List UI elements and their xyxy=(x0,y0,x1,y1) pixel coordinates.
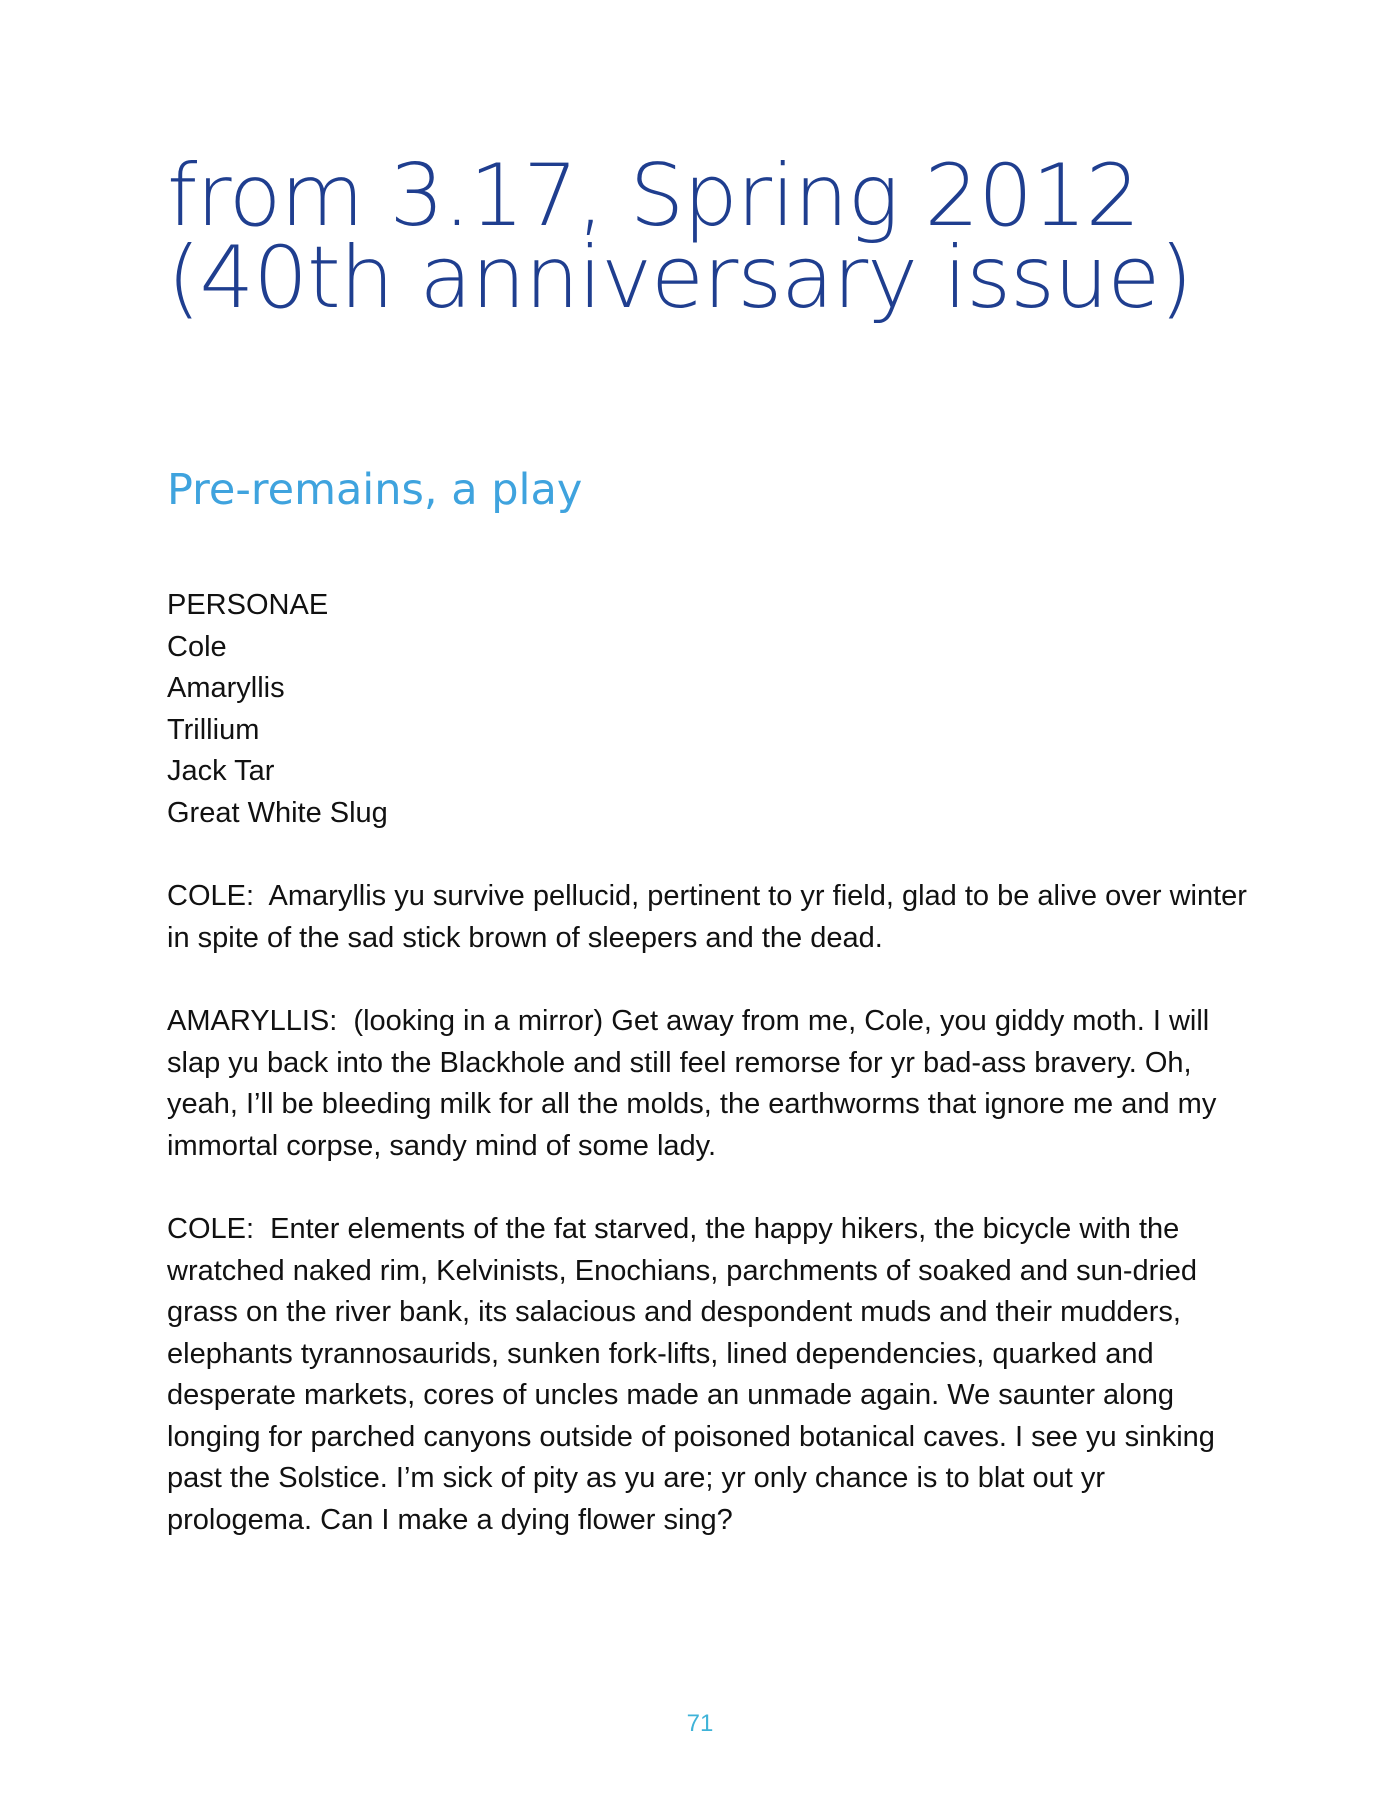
personae-heading: PERSONAE xyxy=(167,589,329,621)
dialogue-paragraph: COLE: Enter elements of the fat starved, the happy hikers, the bicycle with the wratched naked rim, Kelvinists, Enochians, parchments of soaked and sun-dried grass on the river bank, its salacious and despondent muds and their mudders, elephants tyrannosaurids, sunken fork-lifts, lined dependencies, quarked and desperate markets, cores of uncles made an unmade again. We saunter along longing for parched canyons outside of poisoned botanical caves. I see yu sinking past the Solstice. I’m sick of pity as yu are; yr only chance is to blat out yr prologema. Can I make a dying flower sing? xyxy=(167,1212,1215,1537)
character-name: Cole xyxy=(167,630,227,663)
document-body xyxy=(167,585,1247,1583)
play-title: Pre-remains, a play xyxy=(167,465,583,515)
character-name: Trillium xyxy=(167,713,260,746)
personae-list xyxy=(167,585,1247,835)
dialogue-paragraph: AMARYLLIS: (looking in a mirror) Get away from me, Cole, you giddy moth. I will slap yu back into the Blackhole and still feel remorse for yr bad-ass bravery. Oh, yeah, I’ll be bleeding milk for all the molds, the earthworms that ignore me and my immortal corpse, sandy mind of some lady. xyxy=(167,1004,1217,1162)
page-number: 71 xyxy=(686,1710,714,1737)
character-name: Amaryllis xyxy=(167,672,285,705)
page-title: from 3.17, Spring 2012 (40th anniversary issue) xyxy=(167,146,1192,328)
character-name: Jack Tar xyxy=(167,755,275,788)
character-name: Great White Slug xyxy=(167,796,388,829)
dialogue-paragraph: COLE: Amaryllis yu survive pellucid, pertinent to yr field, glad to be alive over winter in spite of the sad stick brown of sleepers and the dead. xyxy=(167,880,1247,954)
